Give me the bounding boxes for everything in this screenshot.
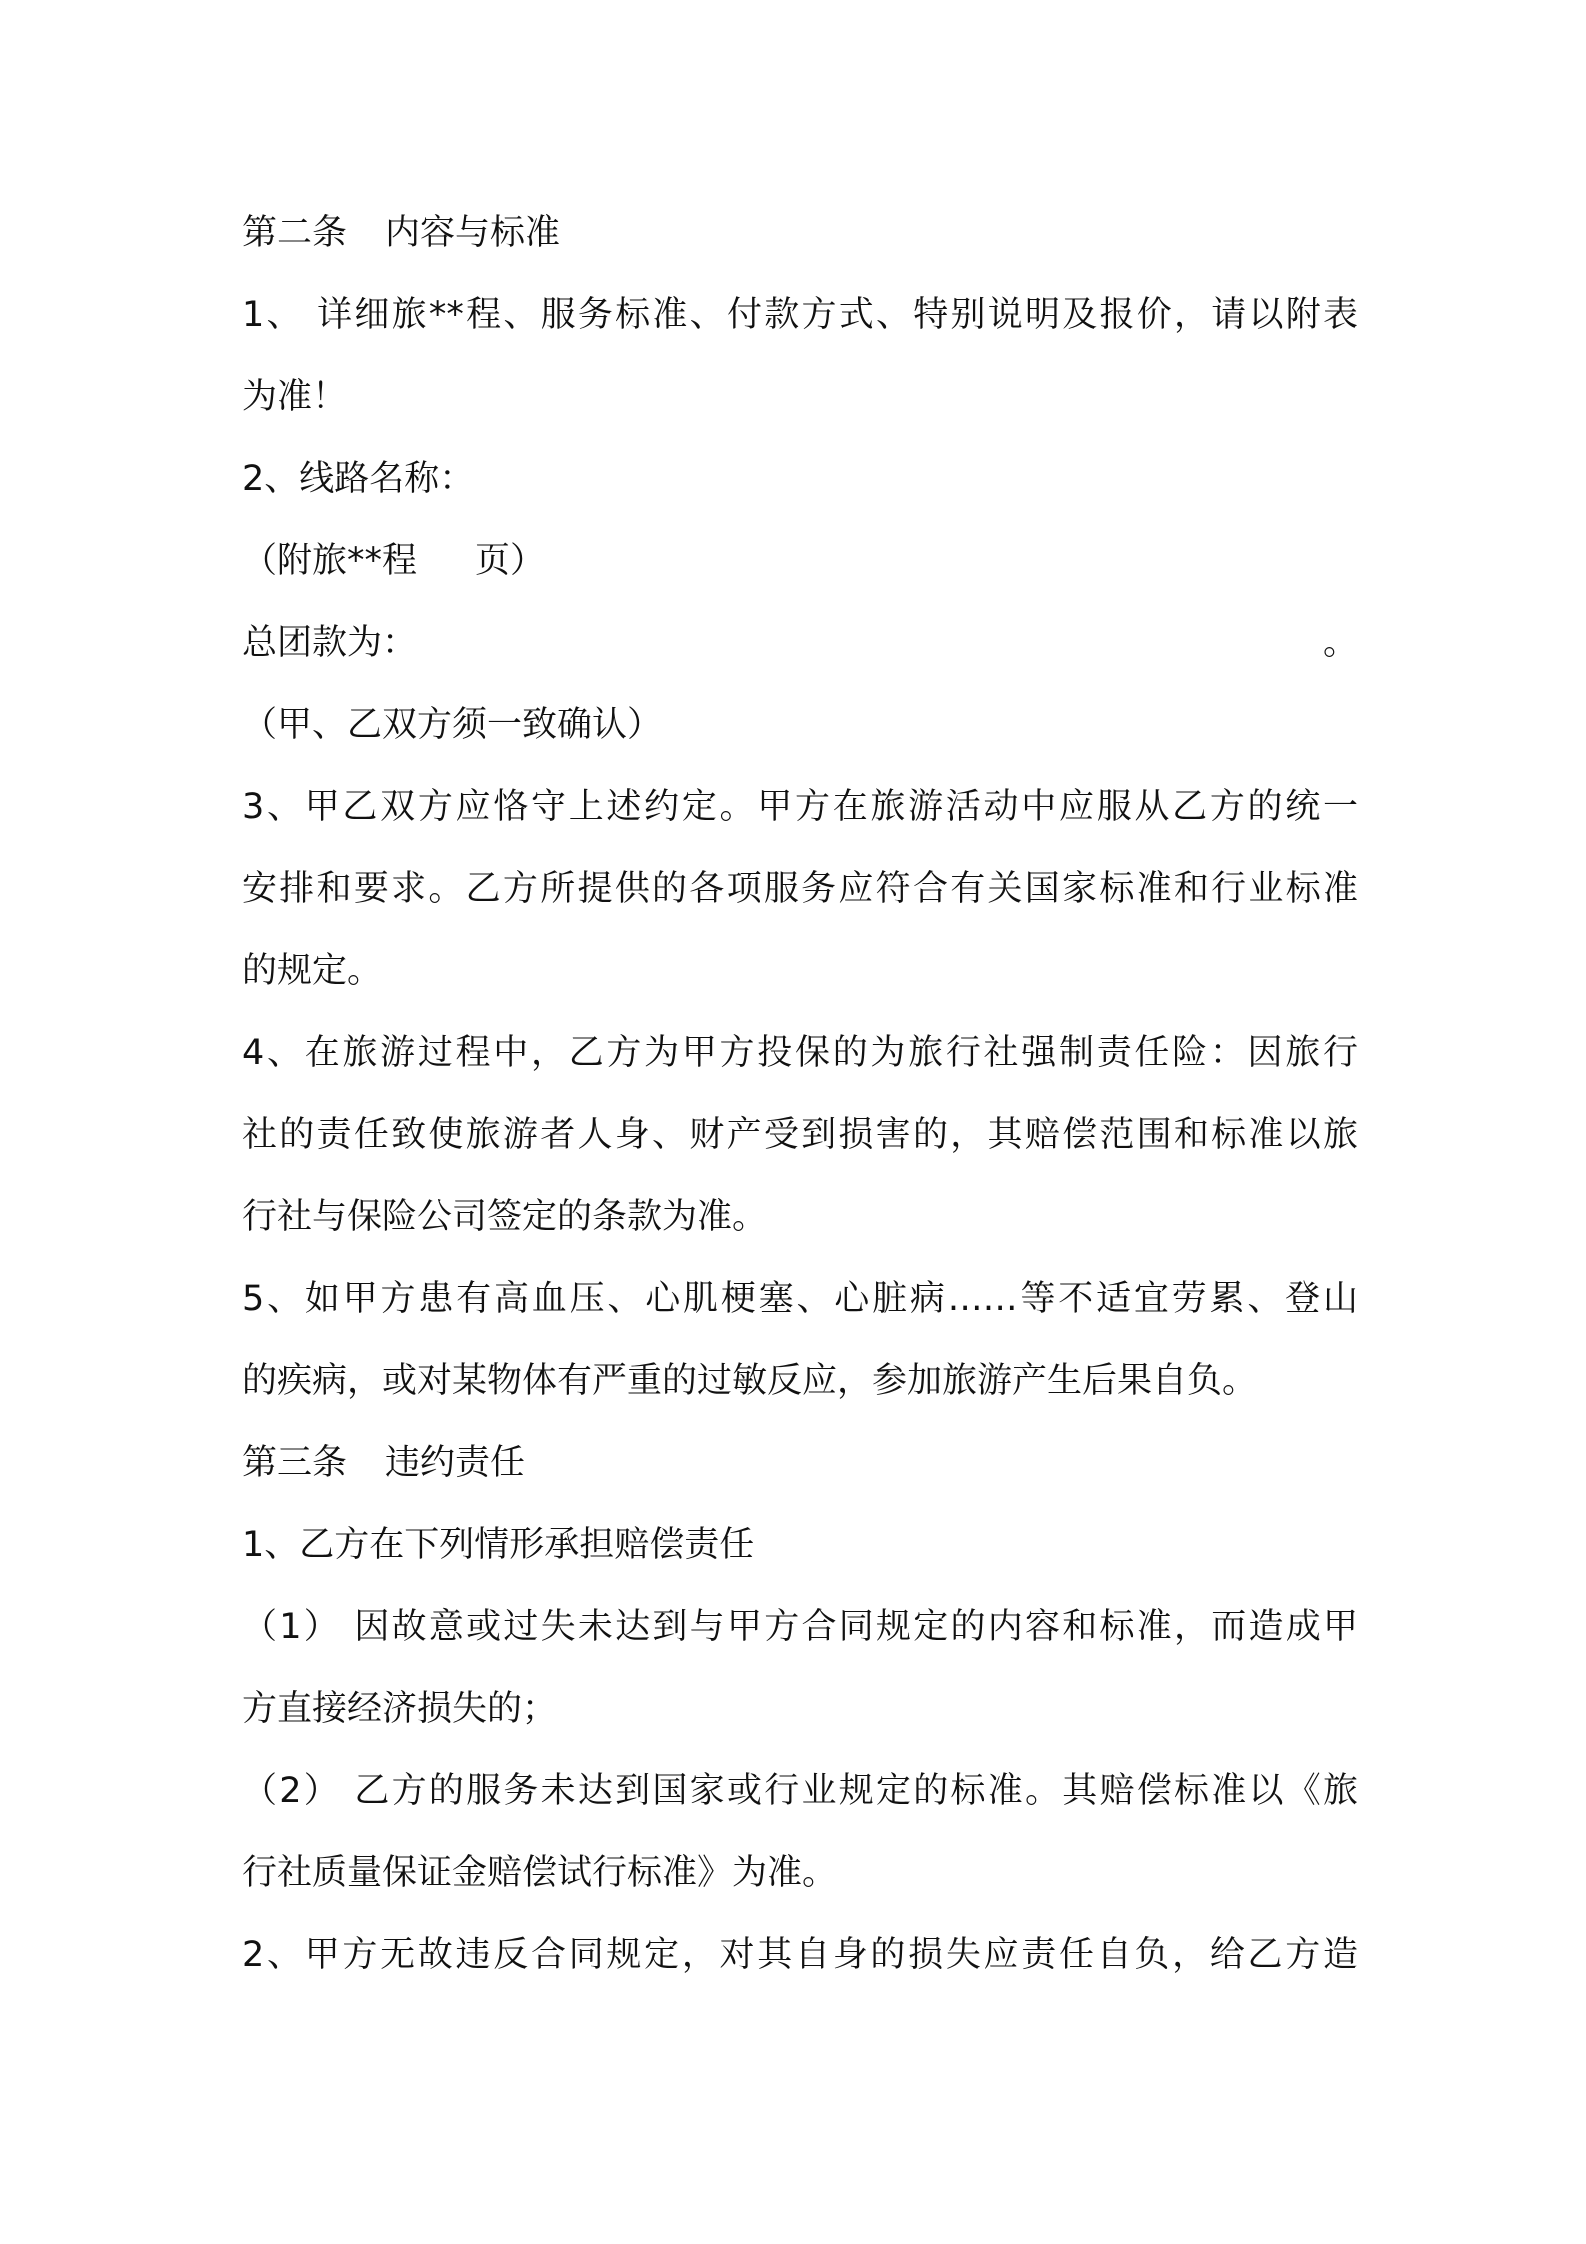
article3-heading-number: 第三条 xyxy=(242,1443,348,1483)
article2-item4-line2: 社的责任致使旅游者人身、财产受到损害的，其赔偿范围和标准以旅 xyxy=(242,1115,1358,1155)
article2-item1-line2: 为准！ xyxy=(242,377,348,417)
article2-item3-line3: 的规定。 xyxy=(242,951,383,991)
itinerary-note xyxy=(242,520,1358,602)
total-payment-row xyxy=(242,602,1358,684)
itinerary-note-close: 页） xyxy=(475,541,546,581)
article3-item2-line1: 2、甲方无故违反合同规定，对其自身的损失应责任自负，给乙方造 xyxy=(242,1935,1358,1975)
article2-item5-line1: 5、如甲方患有高血压、心肌梗塞、心脏病……等不适宜劳累、登山 xyxy=(242,1279,1358,1319)
article3-sub1-line2: 方直接经济损失的； xyxy=(242,1689,558,1729)
total-payment-end: 。 xyxy=(1322,623,1358,663)
article2-item3-line1: 3、甲乙双方应恪守上述约定。甲方在旅游活动中应服从乙方的统一 xyxy=(242,787,1358,827)
article2-heading-title: 内容与标准 xyxy=(385,213,561,253)
confirm-note: （甲、乙双方须一致确认） xyxy=(242,705,663,745)
total-payment-label: 总团款为： xyxy=(242,623,418,663)
article2-item5-line2: 的疾病，或对某物体有严重的过敏反应，参加旅游产生后果自负。 xyxy=(242,1361,1258,1401)
article3-heading-title: 违约责任 xyxy=(385,1443,526,1483)
article3-sub2-line2: 行社质量保证金赔偿试行标准》为准。 xyxy=(242,1853,838,1893)
article3-sub2-line1: （2） 乙方的服务未达到国家或行业规定的标准。其赔偿标准以《旅 xyxy=(242,1771,1358,1811)
itinerary-note-open: （附旅**程 xyxy=(242,541,418,581)
article3-sub1-line1: （1） 因故意或过失未达到与甲方合同规定的内容和标准，而造成甲 xyxy=(242,1607,1358,1647)
article2-item4-line3: 行社与保险公司签定的条款为准。 xyxy=(242,1197,768,1237)
article2-item3-line2: 安排和要求。乙方所提供的各项服务应符合有关国家标准和行业标准 xyxy=(242,869,1358,909)
article2-item1-line1: 1、 详细旅**程、服务标准、付款方式、特别说明及报价，请以附表 xyxy=(242,295,1358,335)
article3-item1: 1、乙方在下列情形承担赔偿责任 xyxy=(242,1525,755,1565)
article2-item2: 2、线路名称： xyxy=(242,459,475,499)
contract-page xyxy=(242,192,1358,1996)
article3-heading xyxy=(242,1422,1358,1504)
article2-heading xyxy=(242,192,1358,274)
article2-item4-line1: 4、在旅游过程中，乙方为甲方投保的为旅行社强制责任险：因旅行 xyxy=(242,1033,1358,1073)
article2-heading-number: 第二条 xyxy=(242,213,348,253)
